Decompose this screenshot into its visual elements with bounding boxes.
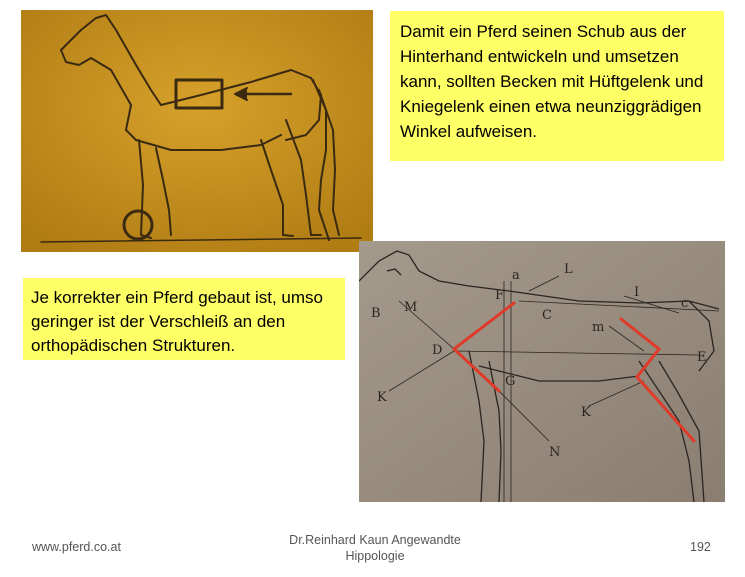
page-number: 192 — [690, 540, 711, 554]
note-conformation-wear-text: Je korrekter ein Pferd gebaut ist, umso geringer ist der Verschleiß an den orthopädischen Strukturen. — [31, 288, 323, 355]
horse-sketch-photo — [21, 10, 373, 252]
horse-angle-diagram — [359, 241, 725, 502]
label-I: I — [634, 285, 640, 300]
label-E: E — [697, 350, 707, 365]
label-C: C — [542, 308, 552, 323]
label-K-right: K — [581, 405, 591, 420]
anatomy-diagram-photo — [359, 241, 725, 502]
note-hindquarter-angle — [390, 11, 724, 161]
label-c: c — [681, 296, 689, 311]
note-conformation-wear — [23, 278, 345, 360]
label-M: M — [404, 300, 418, 315]
label-N: N — [549, 445, 561, 460]
label-L: L — [564, 262, 573, 277]
label-F: F — [495, 288, 505, 303]
label-K-left: K — [377, 390, 387, 405]
horse-sketch-illustration — [21, 10, 373, 252]
label-D: D — [432, 343, 443, 358]
footer-author — [280, 532, 470, 564]
label-B: B — [371, 306, 381, 321]
footer-author-line1: Dr.Reinhard Kaun Angewandte — [289, 533, 461, 547]
footer-website: www.pferd.co.at — [32, 540, 121, 554]
label-a: a — [512, 268, 520, 283]
label-G: G — [505, 374, 516, 389]
footer-author-line2: Hippologie — [345, 549, 405, 563]
note-hindquarter-angle-text: Damit ein Pferd seinen Schub aus der Hinterhand entwickeln und umsetzen kann, sollten Becken mit Hüftgelenk und Kniegelenk einen etwa neunziggrädigen Winkel aufweisen. — [400, 22, 704, 141]
label-m: m — [592, 320, 605, 335]
